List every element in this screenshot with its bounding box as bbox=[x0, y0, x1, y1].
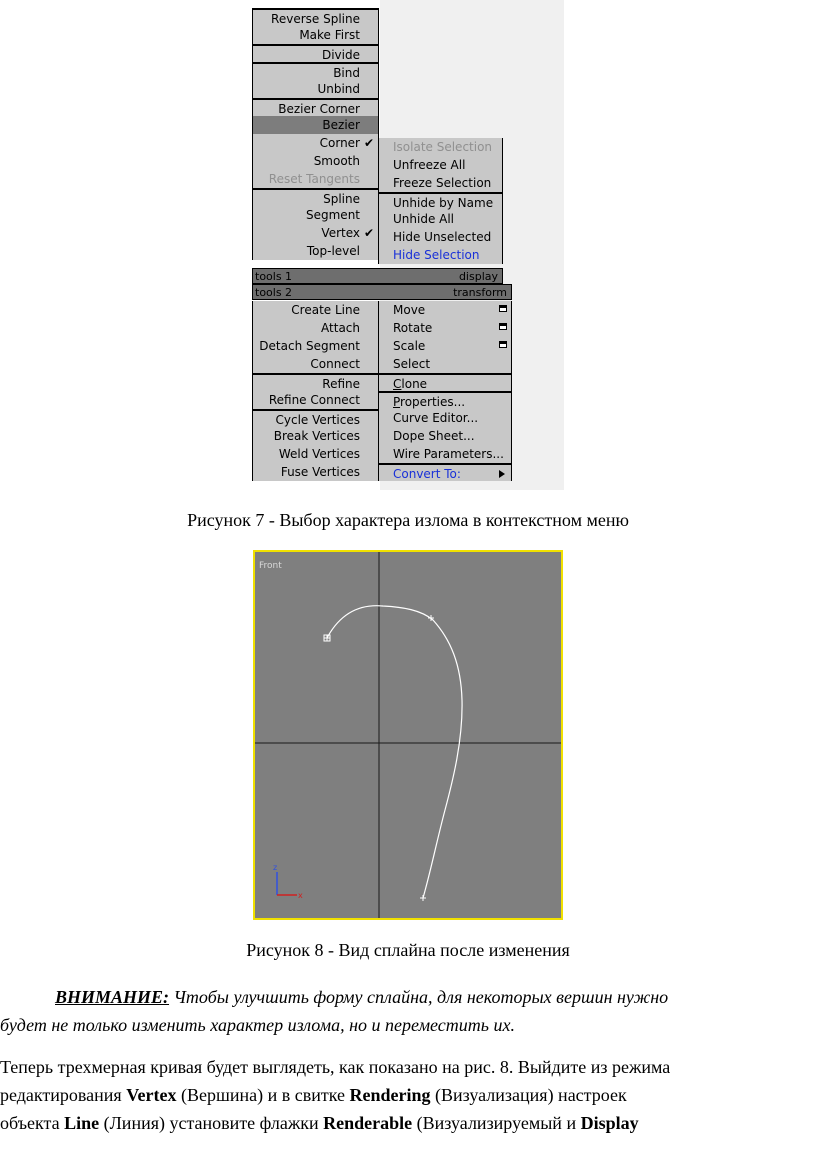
quad-title-left: tools 1 bbox=[255, 270, 293, 283]
menu-item-label: Bezier Corner bbox=[278, 102, 360, 116]
body-text: (Визуализируемый и bbox=[412, 1113, 581, 1133]
menu-item-label: Vertex bbox=[321, 226, 360, 240]
body-text: (Визуализация) настроек bbox=[430, 1085, 627, 1105]
quad-menu-left-top bbox=[252, 8, 379, 260]
menu-item-label: roperties... bbox=[400, 395, 466, 409]
axis-x-label: x bbox=[298, 891, 303, 900]
menu-item-dope-sheet[interactable] bbox=[378, 427, 512, 445]
menu-item-label: Wire Parameters... bbox=[393, 447, 504, 461]
menu-item-label: Unfreeze All bbox=[393, 158, 466, 172]
viewport-label: Front bbox=[259, 561, 282, 571]
menu-item-vertex[interactable] bbox=[252, 224, 379, 242]
menu-item-unfreeze-all[interactable] bbox=[378, 156, 503, 174]
menu-item-hide-unselected[interactable] bbox=[378, 228, 503, 246]
submenu-arrow-icon bbox=[499, 470, 505, 478]
menu-item-label: Rotate bbox=[393, 321, 433, 335]
menu-item-label: Unhide by Name bbox=[393, 196, 494, 210]
menu-item-unbind[interactable] bbox=[252, 80, 379, 98]
menu-item-accelerator: P bbox=[393, 395, 401, 409]
menu-item-label: Reverse Spline bbox=[271, 12, 360, 26]
body-text: объекта bbox=[0, 1113, 65, 1133]
attention-line-1 bbox=[0, 983, 790, 1011]
menu-item-label: Hide Unselected bbox=[393, 230, 492, 244]
menu-item-label: Smooth bbox=[313, 154, 360, 168]
quad-title-bar-tools2 bbox=[252, 284, 512, 300]
menu-item-reset-tangents[interactable] bbox=[252, 170, 379, 188]
menu-item-move[interactable] bbox=[378, 301, 512, 319]
front-viewport bbox=[253, 550, 563, 920]
menu-item-freeze-selection[interactable] bbox=[378, 174, 503, 192]
menu-item-bezier[interactable] bbox=[252, 116, 379, 134]
figure-7-caption: Рисунок 7 - Выбор характера излома в контекстном меню bbox=[187, 510, 629, 530]
menu-item-corner[interactable] bbox=[252, 134, 379, 152]
menu-item-label: Divide bbox=[321, 48, 360, 62]
menu-item-label: Refine bbox=[322, 377, 360, 391]
checkmark-icon: ✔ bbox=[363, 226, 374, 240]
attention-paragraph bbox=[0, 983, 790, 1039]
menu-item-wire-parameters[interactable] bbox=[378, 445, 512, 463]
quad-menu-screenshot bbox=[0, 0, 816, 490]
menu-item-label: Top-level bbox=[306, 244, 360, 258]
viewport-frame bbox=[254, 551, 562, 919]
menu-item-curve-editor[interactable] bbox=[378, 409, 512, 427]
menu-item-label: lone bbox=[401, 377, 428, 391]
axis-z-label: z bbox=[273, 863, 278, 872]
menu-item-cycle-vertices[interactable] bbox=[252, 409, 379, 427]
body-line-3 bbox=[0, 1109, 790, 1137]
menu-item-fuse-vertices[interactable] bbox=[252, 463, 379, 481]
quad-title-bar-tools1 bbox=[252, 268, 503, 284]
menu-item-hide-selection[interactable] bbox=[378, 246, 503, 264]
body-line-2 bbox=[0, 1081, 790, 1109]
menu-item-make-first[interactable] bbox=[252, 26, 379, 44]
term-display: Display bbox=[580, 1113, 639, 1133]
quad-title-right: transform bbox=[453, 286, 507, 299]
menu-item-label: Bezier bbox=[322, 118, 360, 132]
menu-item-label: Refine Connect bbox=[268, 393, 360, 407]
settings-box-icon[interactable] bbox=[499, 305, 507, 312]
attention-text-1: Чтобы улучшить форму сплайна, для некоторых вершин нужно bbox=[169, 987, 669, 1007]
attention-text-2: будет не только изменить характер излома, но и переместить их. bbox=[0, 1015, 515, 1035]
menu-item-label: Convert To: bbox=[393, 467, 461, 481]
menu-item-bind[interactable] bbox=[252, 62, 379, 80]
quad-title-left: tools 2 bbox=[255, 286, 293, 299]
menu-item-segment[interactable] bbox=[252, 206, 379, 224]
menu-item-label: Select bbox=[393, 357, 431, 371]
menu-item-label: Create Line bbox=[291, 303, 360, 317]
term-vertex: Vertex bbox=[126, 1085, 177, 1105]
menu-item-select[interactable] bbox=[378, 355, 512, 373]
menu-item-label: Isolate Selection bbox=[393, 140, 493, 154]
menu-item-label: Curve Editor... bbox=[393, 411, 479, 425]
menu-item-unhide-by-name[interactable] bbox=[378, 192, 503, 210]
menu-item-attach[interactable] bbox=[252, 319, 379, 337]
menu-item-label: Weld Vertices bbox=[278, 447, 360, 461]
menu-item-label: Bind bbox=[333, 66, 360, 80]
menu-item-scale[interactable] bbox=[378, 337, 512, 355]
quad-menu-right-bottom bbox=[378, 301, 512, 481]
menu-item-properties[interactable] bbox=[378, 391, 512, 409]
menu-item-divide[interactable] bbox=[252, 44, 379, 62]
menu-item-detach-segment[interactable] bbox=[252, 337, 379, 355]
menu-item-label: Reset Tangents bbox=[268, 172, 360, 186]
menu-item-label: Detach Segment bbox=[259, 339, 360, 353]
settings-box-icon[interactable] bbox=[499, 323, 507, 330]
menu-item-isolate-selection[interactable] bbox=[378, 138, 503, 156]
menu-item-label: Move bbox=[393, 303, 426, 317]
menu-item-label: Connect bbox=[310, 357, 360, 371]
menu-item-create-line[interactable] bbox=[252, 301, 379, 319]
menu-item-label: Unbind bbox=[317, 82, 360, 96]
menu-item-label: Make First bbox=[299, 28, 360, 42]
menu-item-label: Unhide All bbox=[393, 212, 455, 226]
menu-item-accelerator: C bbox=[393, 377, 402, 391]
menu-item-weld-vertices[interactable] bbox=[252, 445, 379, 463]
menu-item-label: Corner bbox=[319, 136, 360, 150]
term-rendering: Rendering bbox=[349, 1085, 431, 1105]
term-renderable: Renderable bbox=[323, 1113, 413, 1133]
menu-item-rotate[interactable] bbox=[378, 319, 512, 337]
menu-item-smooth[interactable] bbox=[252, 152, 379, 170]
body-text: (Линия) установите флажки bbox=[99, 1113, 324, 1133]
menu-item-spline[interactable] bbox=[252, 188, 379, 206]
body-text: (Вершина) и в свитке bbox=[176, 1085, 350, 1105]
menu-item-unhide-all[interactable] bbox=[378, 210, 503, 228]
quad-menu-left-bottom bbox=[252, 301, 379, 481]
figure-8-caption: Рисунок 8 - Вид сплайна после изменения bbox=[246, 940, 570, 960]
menu-item-label: Break Vertices bbox=[273, 429, 360, 443]
menu-item-label: Hide Selection bbox=[393, 248, 480, 262]
body-text: редактирования bbox=[0, 1085, 127, 1105]
quad-title-right: display bbox=[458, 270, 498, 283]
menu-item-bezier-corner[interactable] bbox=[252, 98, 379, 116]
term-line: Line bbox=[64, 1113, 100, 1133]
menu-item-label: Spline bbox=[323, 192, 360, 206]
menu-item-label: Segment bbox=[306, 208, 360, 222]
body-paragraph bbox=[0, 1053, 790, 1137]
body-line-1: Теперь трехмерная кривая будет выглядеть, как показано на рис. 8. Выйдите из режима bbox=[0, 1057, 671, 1077]
menu-item-label: Dope Sheet... bbox=[393, 429, 475, 443]
menu-item-refine[interactable] bbox=[252, 373, 379, 391]
attention-label: ВНИМАНИЕ: bbox=[55, 987, 170, 1007]
quad-menu-right-top bbox=[378, 138, 503, 264]
menu-item-convert-to[interactable] bbox=[378, 463, 512, 481]
menu-item-refine-connect[interactable] bbox=[252, 391, 379, 409]
menu-item-break-vertices[interactable] bbox=[252, 427, 379, 445]
menu-item-label: Freeze Selection bbox=[393, 176, 492, 190]
menu-item-label: Cycle Vertices bbox=[275, 413, 360, 427]
menu-item-clone[interactable] bbox=[378, 373, 512, 391]
menu-item-connect[interactable] bbox=[252, 355, 379, 373]
menu-item-label: Scale bbox=[393, 339, 426, 353]
checkmark-icon: ✔ bbox=[363, 136, 374, 150]
menu-item-top-level[interactable] bbox=[252, 242, 379, 260]
menu-item-label: Fuse Vertices bbox=[280, 465, 360, 479]
menu-item-label: Attach bbox=[321, 321, 360, 335]
menu-item-reverse-spline[interactable] bbox=[252, 8, 379, 26]
settings-box-icon[interactable] bbox=[499, 341, 507, 348]
